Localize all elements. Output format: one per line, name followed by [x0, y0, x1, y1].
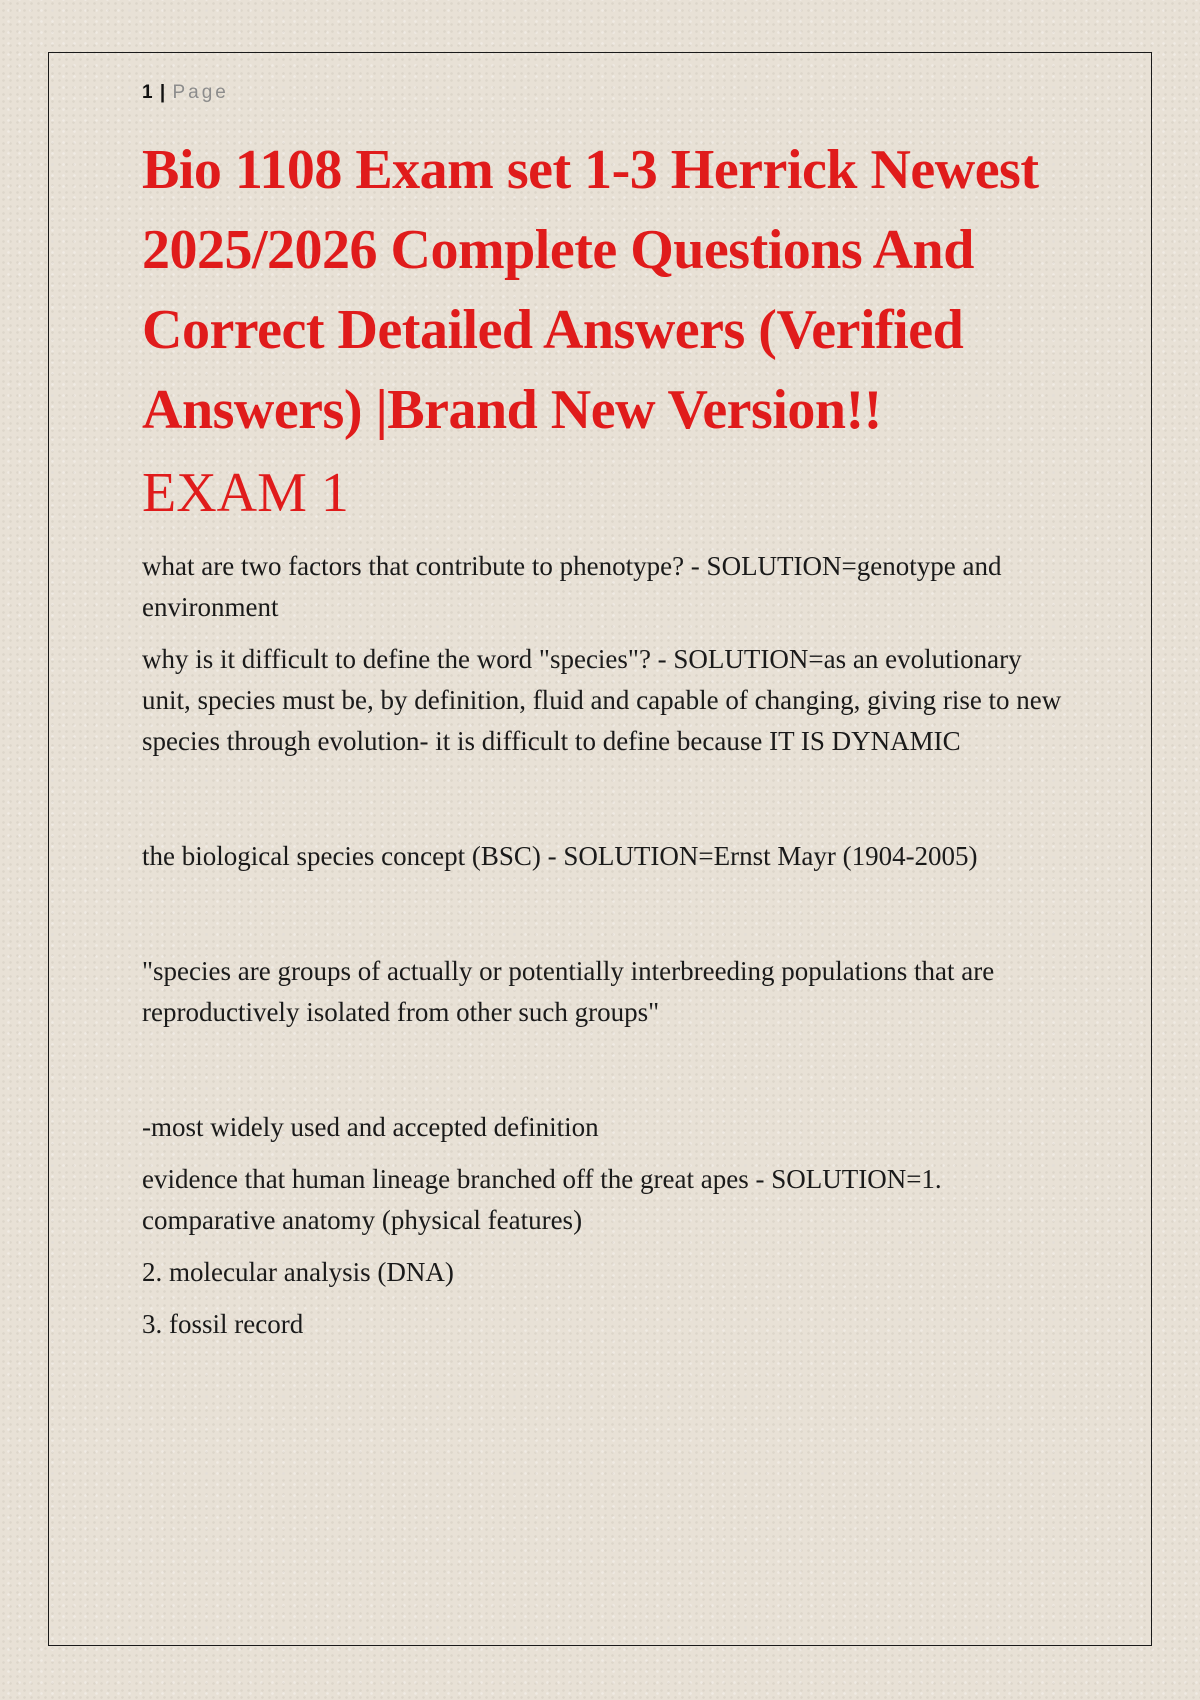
page-number-separator: | [159, 82, 166, 103]
paragraph: evidence that human lineage branched off the great apes - SOLUTION=1. comparative anatomy (physical features) [142, 1164, 942, 1235]
page-content [142, 78, 1072, 1345]
page-number-header [142, 78, 1072, 108]
document-title: Bio 1108 Exam set 1-3 Herrick Newest 2025/2026 Complete Questions And Correct Detailed Answers (Verified Answers) |Brand New Version!! [142, 139, 1039, 441]
page-number: 1 [142, 82, 153, 103]
paragraph: "species are groups of actually or potentially interbreeding populations that are reproductively isolated from other such groups" [142, 956, 995, 1027]
paragraph: -most widely used and accepted definition [142, 1112, 599, 1142]
page-word: Page [172, 82, 229, 103]
section-heading: EXAM 1 [142, 462, 349, 524]
paragraph: 3. fossil record [142, 1309, 304, 1339]
paragraph: 2. molecular analysis (DNA) [142, 1257, 454, 1287]
paragraph: why is it difficult to define the word "species"? - SOLUTION=as an evolutionary unit, species must be, by definition, fluid and capable of changing, giving rise to new species through evolution- it is difficult to define because IT IS DYNAMIC [142, 644, 1062, 756]
paragraph: what are two factors that contribute to phenotype? - SOLUTION=genotype and environment [142, 551, 1002, 622]
paragraph: the biological species concept (BSC) - SOLUTION=Ernst Mayr (1904-2005) [142, 841, 978, 871]
